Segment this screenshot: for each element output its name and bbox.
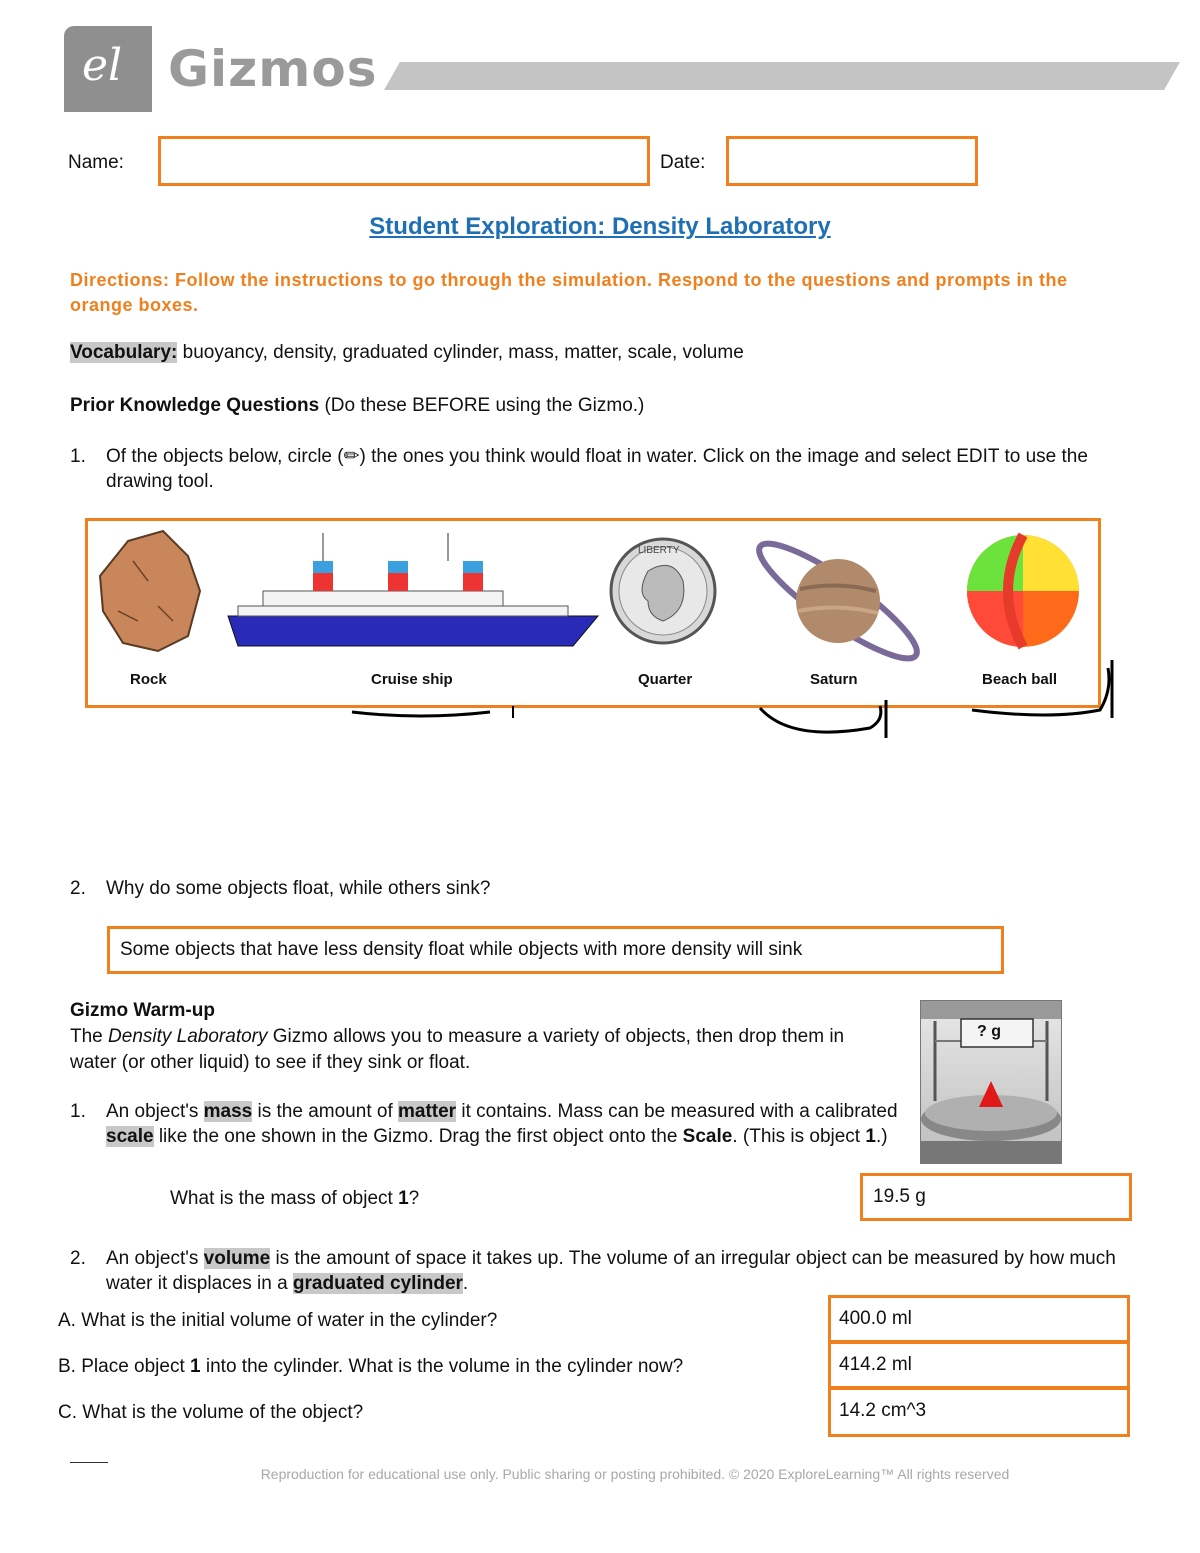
- wu-q2-p2: is the amount of space it takes up. The volume of an irregular object can be measured by how much water it displaces in a: [106, 1248, 1116, 1294]
- wu-q1-p3: it contains. Mass can be measured with a calibrated: [456, 1101, 898, 1122]
- mass-q-object: 1: [398, 1188, 409, 1209]
- wu-q1-p1: An object's: [106, 1101, 204, 1122]
- term-graduated-cylinder: graduated cylinder: [292, 1273, 463, 1294]
- wu-q1-subquestion: [170, 1186, 419, 1211]
- wu-q1-p5: . (This is object: [732, 1126, 866, 1147]
- scale-readout: ? g: [977, 1023, 1001, 1040]
- header-bar: [384, 62, 1180, 90]
- prior-knowledge-heading: [70, 395, 644, 417]
- mass-q-pre: What is the mass of object: [170, 1188, 399, 1209]
- vocabulary-terms: buoyancy, density, graduated cylinder, mass, matter, scale, volume: [182, 342, 744, 363]
- wu-q2-number: 2.: [70, 1248, 86, 1269]
- quarter-icon: [611, 539, 715, 643]
- directions: Directions: Follow the instructions to go through the simulation. Respond to the questions and prompts in the orange boxes.: [70, 270, 1068, 315]
- warmup-heading: Gizmo Warm-up: [70, 1000, 215, 1021]
- date-field[interactable]: [726, 136, 978, 186]
- question-a: A. What is the initial volume of water in the cylinder?: [58, 1310, 498, 1331]
- wu-q2-p3: .: [462, 1273, 469, 1294]
- wu-q1-text: [106, 1099, 916, 1149]
- answer-b: 414.2 ml: [839, 1354, 912, 1375]
- wu-q2-p1: An object's: [106, 1248, 204, 1269]
- page-title: Student Exploration: Density Laboratory: [369, 213, 831, 240]
- term-matter: matter: [398, 1101, 457, 1122]
- answer-a: 400.0 ml: [839, 1308, 912, 1329]
- name-label: Name:: [68, 152, 124, 173]
- footer-text: Reproduction for educational use only. Public sharing or posting prohibited. © 2020 ExploreLearning™ All rights reserved: [260, 1466, 1010, 1482]
- pk-q1-number: 1.: [70, 446, 86, 467]
- wu-q1-object: 1: [865, 1126, 876, 1147]
- prior-knowledge-title: Prior Knowledge Questions: [70, 395, 320, 416]
- pk-q1-text: Of the objects below, circle (✏) the ones you think would float in water. Click on the image and select EDIT to use the drawing tool.: [106, 446, 1088, 492]
- object-label-quarter: Quarter: [638, 671, 693, 688]
- logo-mark: el: [82, 40, 123, 91]
- date-label: Date:: [660, 152, 706, 173]
- answer-c: 14.2 cm^3: [839, 1400, 927, 1421]
- quarter-text: LIBERTY: [638, 545, 680, 556]
- wu-q1-number: 1.: [70, 1101, 86, 1122]
- brand-name: Gizmos: [168, 40, 378, 98]
- intro-post: Gizmo allows you to measure a variety of objects, then drop them in water (or other liquid) to see if they sink or float.: [70, 1026, 845, 1073]
- wu-q1-p6: .): [875, 1126, 888, 1147]
- cruise-ship-icon: [228, 533, 598, 646]
- pk-q2-answer-box[interactable]: [107, 926, 1004, 974]
- pk-q2-text: Why do some objects float, while others sink?: [106, 878, 491, 899]
- vocabulary-label: Vocabulary:: [70, 342, 178, 363]
- objects-image[interactable]: [85, 518, 1101, 708]
- mass-q-post: ?: [408, 1188, 420, 1209]
- objects-illustration: [88, 521, 1098, 705]
- answer-c-box[interactable]: [828, 1387, 1130, 1437]
- question-b: [58, 1354, 683, 1379]
- beach-ball-icon: [967, 535, 1079, 647]
- answer-b-box[interactable]: [828, 1341, 1130, 1389]
- wu-q1-p2: is the amount of: [252, 1101, 398, 1122]
- object-label-saturn: Saturn: [810, 671, 858, 688]
- answer-a-box[interactable]: [828, 1295, 1130, 1343]
- explorelearning-logo: [64, 26, 152, 112]
- object-label-cruise-ship: Cruise ship: [371, 671, 453, 688]
- object-label-rock: Rock: [130, 671, 167, 688]
- pk-q2-answer: Some objects that have less density float while objects with more density will sink: [120, 939, 803, 960]
- object-label-beach-ball: Beach ball: [982, 671, 1058, 688]
- warmup-intro: [70, 1024, 890, 1076]
- intro-gizmo-name: Density Laboratory: [108, 1026, 268, 1047]
- vocabulary: [70, 342, 744, 364]
- name-field[interactable]: [158, 136, 650, 186]
- rock-icon: [100, 531, 200, 651]
- term-scale-bold: Scale: [682, 1126, 733, 1147]
- footer-rule: [70, 1462, 108, 1463]
- term-scale: scale: [106, 1126, 154, 1147]
- saturn-icon: [748, 528, 929, 673]
- wu-q2-text: [106, 1246, 1136, 1296]
- pk-q2-number: 2.: [70, 878, 86, 899]
- header: [0, 0, 1200, 120]
- qb-object: 1: [190, 1356, 201, 1377]
- qb-pre: B. Place object: [58, 1356, 191, 1377]
- intro-pre: The: [70, 1026, 109, 1047]
- wu-q1-p4: like the one shown in the Gizmo. Drag the first object onto the: [153, 1126, 683, 1147]
- qb-post: into the cylinder. What is the volume in the cylinder now?: [200, 1356, 684, 1377]
- term-mass: mass: [203, 1101, 253, 1122]
- mass-answer: 19.5 g: [873, 1186, 926, 1207]
- term-volume: volume: [203, 1248, 271, 1269]
- scale-image: [920, 1000, 1062, 1164]
- prior-knowledge-note: (Do these BEFORE using the Gizmo.): [324, 395, 645, 416]
- question-c: C. What is the volume of the object?: [58, 1402, 364, 1423]
- mass-answer-box[interactable]: [860, 1173, 1132, 1221]
